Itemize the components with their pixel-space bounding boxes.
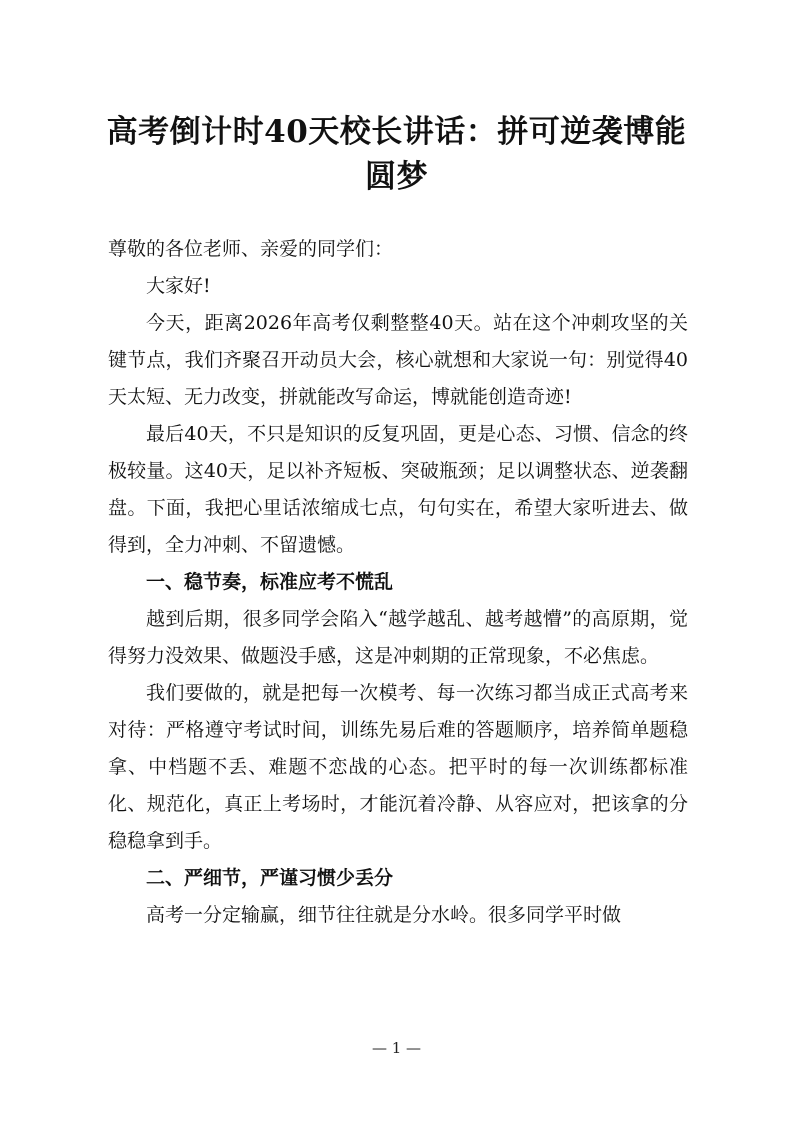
document-body [108, 231, 688, 934]
section-heading: 二、严细节，严谨习惯少丢分 [146, 867, 394, 889]
section-heading: 一、稳节奏，标准应考不慌乱 [146, 571, 394, 593]
salutation: 尊敬的各位老师、亲爱的同学们： [108, 238, 394, 260]
paragraph: 大家好! [146, 275, 211, 297]
paragraph: 最后40天，不只是知识的反复巩固，更是心态、习惯、信念的终极较量。这40天，足以补齐短板、突破瓶颈；足以调整状态、逆袭翻盘。下面，我把心里话浓缩成七点，句句实在，希望大家听进去、做得到，全力冲刺、不留遗憾。 [108, 423, 688, 556]
paragraph: 我们要做的，就是把每一次模考、每一次练习都当成正式高考来对待：严格遵守考试时间，训练先易后难的答题顺序，培养简单题稳拿、中档题不丢、难题不恋战的心态。把平时的每一次训练都标准化、规范化，真正上考场时，才能沉着冷静、从容应对，把该拿的分稳稳拿到手。 [108, 682, 688, 852]
paragraph: 今天，距离2026年高考仅剩整整40天。站在这个冲刺攻坚的关键节点，我们齐聚召开动员大会，核心就想和大家说一句：别觉得40天太短、无力改变，拼就能改写命运，博就能创造奇迹! [108, 312, 688, 408]
page-number: — 1 — [371, 1039, 422, 1057]
paragraph: 越到后期，很多同学会陷入“越学越乱、越考越懵”的高原期，觉得努力没效果、做题没手感，这是冲刺期的正常现象，不必焦虑。 [108, 608, 688, 667]
document-title: 高考倒计时40天校长讲话：拼可逆袭博能圆梦 [106, 114, 687, 195]
paragraph: 高考一分定输赢，细节往往就是分水岭。很多同学平时做 [146, 904, 622, 926]
